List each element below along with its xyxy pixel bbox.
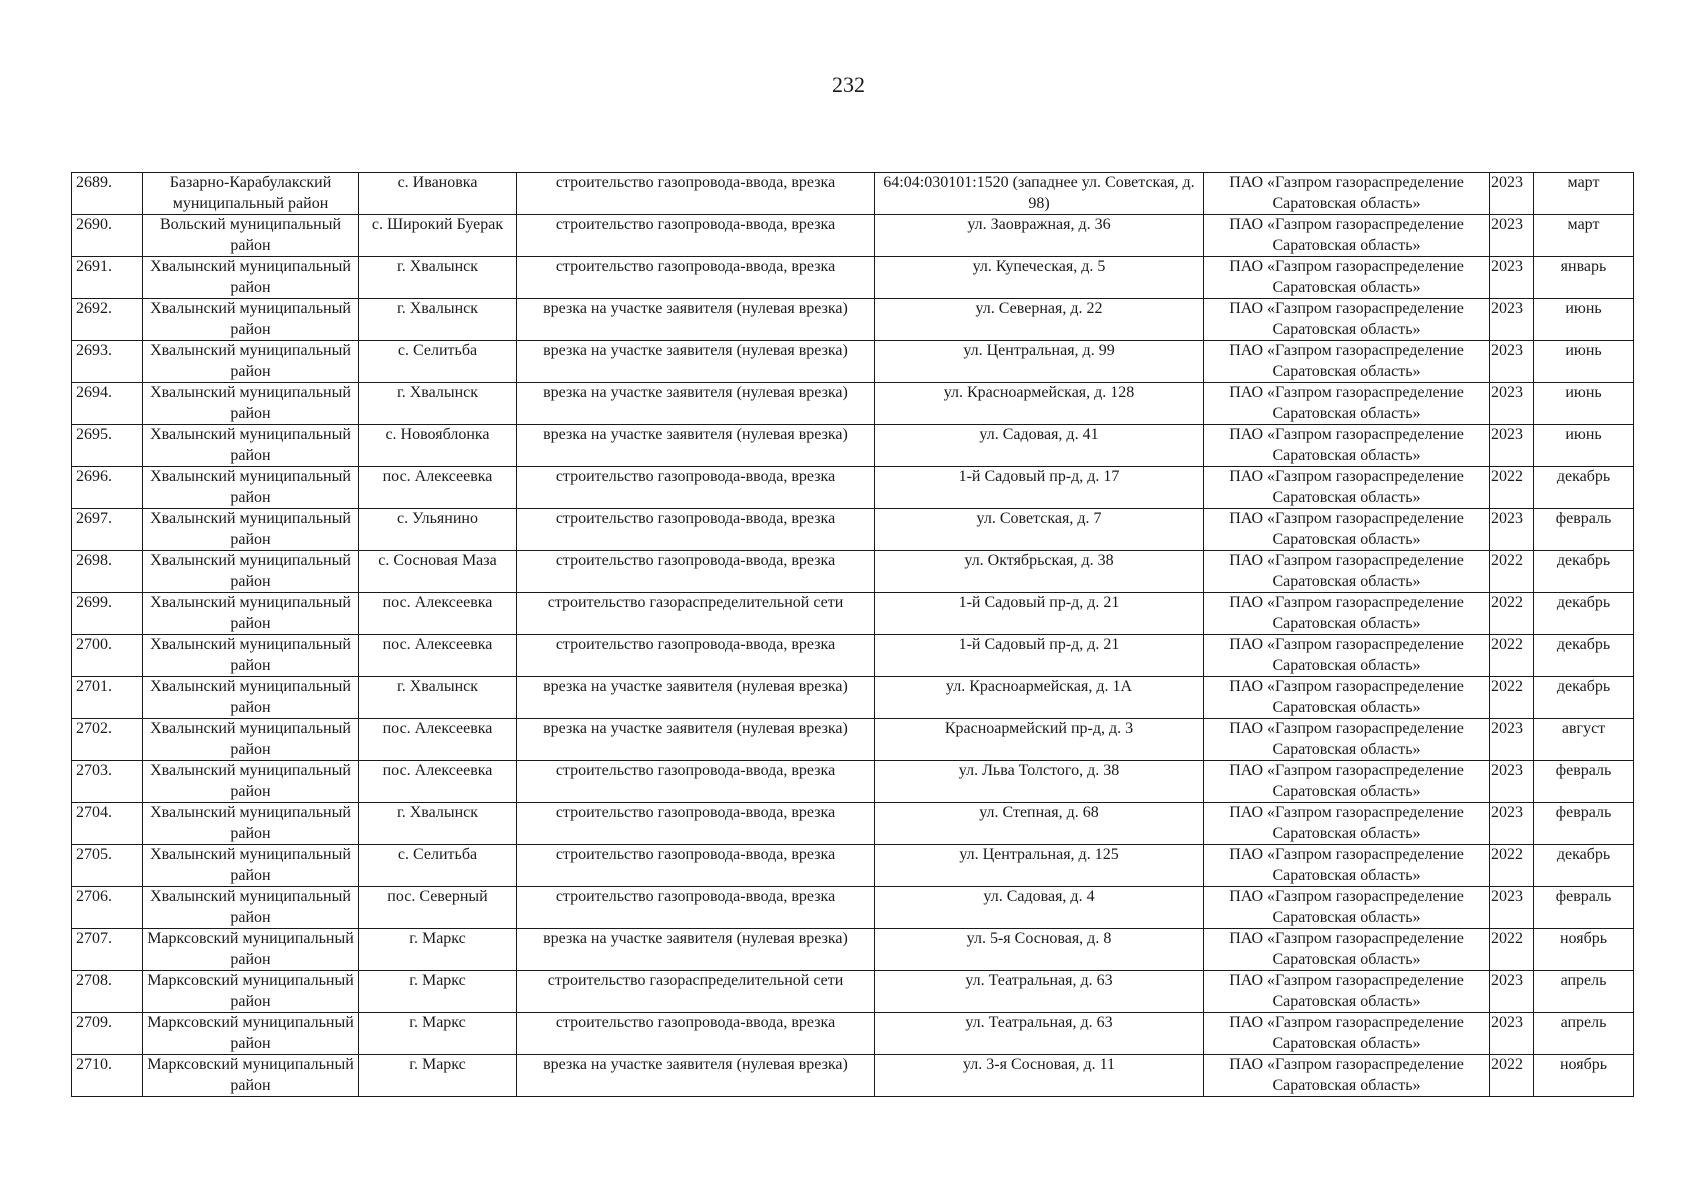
- table-row: [72, 593, 1634, 635]
- organization-cell: ПАО «Газпром газораспределение Саратовская область»: [1204, 1055, 1490, 1097]
- year-cell: 2023: [1490, 257, 1534, 299]
- row-number-cell: 2709.: [72, 1013, 143, 1055]
- table-row: [72, 803, 1634, 845]
- table-row: [72, 341, 1634, 383]
- table-row: [72, 635, 1634, 677]
- month-cell: февраль: [1534, 509, 1634, 551]
- work-type-cell: строительство газопровода-ввода, врезка: [517, 173, 875, 215]
- table-row: [72, 299, 1634, 341]
- district-cell: Хвалынский муниципальный район: [143, 425, 359, 467]
- table-row: [72, 761, 1634, 803]
- work-type-cell: врезка на участке заявителя (нулевая врезка): [517, 341, 875, 383]
- work-type-cell: строительство газораспределительной сети: [517, 593, 875, 635]
- locality-cell: г. Хвалынск: [359, 299, 517, 341]
- work-type-cell: строительство газопровода-ввода, врезка: [517, 845, 875, 887]
- locality-cell: пос. Алексеевка: [359, 761, 517, 803]
- district-cell: Хвалынский муниципальный район: [143, 761, 359, 803]
- district-cell: Марксовский муниципальный район: [143, 1013, 359, 1055]
- district-cell: Хвалынский муниципальный район: [143, 677, 359, 719]
- work-type-cell: строительство газопровода-ввода, врезка: [517, 1013, 875, 1055]
- organization-cell: ПАО «Газпром газораспределение Саратовская область»: [1204, 341, 1490, 383]
- locality-cell: г. Маркс: [359, 1055, 517, 1097]
- district-cell: Хвалынский муниципальный район: [143, 719, 359, 761]
- locality-cell: г. Хвалынск: [359, 677, 517, 719]
- district-cell: Хвалынский муниципальный район: [143, 341, 359, 383]
- row-number-cell: 2710.: [72, 1055, 143, 1097]
- table-row: [72, 677, 1634, 719]
- organization-cell: ПАО «Газпром газораспределение Саратовская область»: [1204, 173, 1490, 215]
- year-cell: 2023: [1490, 341, 1534, 383]
- year-cell: 2022: [1490, 551, 1534, 593]
- work-type-cell: врезка на участке заявителя (нулевая врезка): [517, 425, 875, 467]
- table-row: [72, 719, 1634, 761]
- work-type-cell: врезка на участке заявителя (нулевая врезка): [517, 719, 875, 761]
- locality-cell: с. Широкий Буерак: [359, 215, 517, 257]
- month-cell: ноябрь: [1534, 1055, 1634, 1097]
- work-type-cell: строительство газопровода-ввода, врезка: [517, 509, 875, 551]
- address-cell: ул. Садовая, д. 41: [875, 425, 1204, 467]
- address-cell: ул. Театральная, д. 63: [875, 971, 1204, 1013]
- organization-cell: ПАО «Газпром газораспределение Саратовская область»: [1204, 509, 1490, 551]
- month-cell: декабрь: [1534, 635, 1634, 677]
- locality-cell: пос. Алексеевка: [359, 467, 517, 509]
- gasification-table: [71, 172, 1634, 1097]
- organization-cell: ПАО «Газпром газораспределение Саратовская область»: [1204, 845, 1490, 887]
- work-type-cell: врезка на участке заявителя (нулевая врезка): [517, 299, 875, 341]
- month-cell: июнь: [1534, 299, 1634, 341]
- year-cell: 2022: [1490, 635, 1534, 677]
- month-cell: январь: [1534, 257, 1634, 299]
- work-type-cell: строительство газопровода-ввода, врезка: [517, 467, 875, 509]
- month-cell: март: [1534, 215, 1634, 257]
- address-cell: ул. Степная, д. 68: [875, 803, 1204, 845]
- row-number-cell: 2699.: [72, 593, 143, 635]
- locality-cell: пос. Алексеевка: [359, 593, 517, 635]
- row-number-cell: 2689.: [72, 173, 143, 215]
- month-cell: ноябрь: [1534, 929, 1634, 971]
- work-type-cell: строительство газопровода-ввода, врезка: [517, 215, 875, 257]
- address-cell: 1-й Садовый пр-д, д. 21: [875, 593, 1204, 635]
- address-cell: ул. Северная, д. 22: [875, 299, 1204, 341]
- year-cell: 2022: [1490, 467, 1534, 509]
- work-type-cell: строительство газопровода-ввода, врезка: [517, 551, 875, 593]
- organization-cell: ПАО «Газпром газораспределение Саратовская область»: [1204, 1013, 1490, 1055]
- work-type-cell: строительство газопровода-ввода, врезка: [517, 887, 875, 929]
- page-number: 232: [832, 72, 865, 97]
- year-cell: 2023: [1490, 803, 1534, 845]
- address-cell: ул. Красноармейская, д. 1А: [875, 677, 1204, 719]
- month-cell: апрель: [1534, 971, 1634, 1013]
- address-cell: ул. Центральная, д. 99: [875, 341, 1204, 383]
- locality-cell: г. Маркс: [359, 929, 517, 971]
- year-cell: 2023: [1490, 761, 1534, 803]
- row-number-cell: 2705.: [72, 845, 143, 887]
- year-cell: 2023: [1490, 383, 1534, 425]
- table-row: [72, 257, 1634, 299]
- year-cell: 2023: [1490, 1013, 1534, 1055]
- district-cell: Хвалынский муниципальный район: [143, 257, 359, 299]
- table-row: [72, 215, 1634, 257]
- work-type-cell: врезка на участке заявителя (нулевая врезка): [517, 929, 875, 971]
- locality-cell: с. Ивановка: [359, 173, 517, 215]
- address-cell: Красноармейский пр-д, д. 3: [875, 719, 1204, 761]
- table-row: [72, 509, 1634, 551]
- district-cell: Хвалынский муниципальный район: [143, 551, 359, 593]
- month-cell: февраль: [1534, 803, 1634, 845]
- locality-cell: пос. Алексеевка: [359, 635, 517, 677]
- locality-cell: г. Маркс: [359, 1013, 517, 1055]
- row-number-cell: 2701.: [72, 677, 143, 719]
- year-cell: 2023: [1490, 887, 1534, 929]
- organization-cell: ПАО «Газпром газораспределение Саратовская область»: [1204, 299, 1490, 341]
- locality-cell: пос. Алексеевка: [359, 719, 517, 761]
- organization-cell: ПАО «Газпром газораспределение Саратовская область»: [1204, 257, 1490, 299]
- address-cell: ул. Льва Толстого, д. 38: [875, 761, 1204, 803]
- table-row: [72, 173, 1634, 215]
- month-cell: декабрь: [1534, 677, 1634, 719]
- year-cell: 2023: [1490, 299, 1534, 341]
- table-row: [72, 1013, 1634, 1055]
- address-cell: 64:04:030101:1520 (западнее ул. Советская, д. 98): [875, 173, 1204, 215]
- table-row: [72, 425, 1634, 467]
- organization-cell: ПАО «Газпром газораспределение Саратовская область»: [1204, 719, 1490, 761]
- row-number-cell: 2691.: [72, 257, 143, 299]
- address-cell: 1-й Садовый пр-д, д. 17: [875, 467, 1204, 509]
- organization-cell: ПАО «Газпром газораспределение Саратовская область»: [1204, 215, 1490, 257]
- address-cell: ул. Заовражная, д. 36: [875, 215, 1204, 257]
- district-cell: Хвалынский муниципальный район: [143, 887, 359, 929]
- district-cell: Марксовский муниципальный район: [143, 971, 359, 1013]
- month-cell: апрель: [1534, 1013, 1634, 1055]
- district-cell: Хвалынский муниципальный район: [143, 467, 359, 509]
- month-cell: июнь: [1534, 383, 1634, 425]
- organization-cell: ПАО «Газпром газораспределение Саратовская область»: [1204, 425, 1490, 467]
- year-cell: 2022: [1490, 677, 1534, 719]
- month-cell: декабрь: [1534, 845, 1634, 887]
- table-row: [72, 1055, 1634, 1097]
- year-cell: 2023: [1490, 425, 1534, 467]
- table-row: [72, 929, 1634, 971]
- row-number-cell: 2692.: [72, 299, 143, 341]
- district-cell: Хвалынский муниципальный район: [143, 383, 359, 425]
- address-cell: ул. Советская, д. 7: [875, 509, 1204, 551]
- organization-cell: ПАО «Газпром газораспределение Саратовская область»: [1204, 593, 1490, 635]
- locality-cell: с. Селитьба: [359, 845, 517, 887]
- year-cell: 2022: [1490, 845, 1534, 887]
- row-number-cell: 2697.: [72, 509, 143, 551]
- locality-cell: г. Хвалынск: [359, 257, 517, 299]
- district-cell: Хвалынский муниципальный район: [143, 299, 359, 341]
- district-cell: Вольский муниципальный район: [143, 215, 359, 257]
- organization-cell: ПАО «Газпром газораспределение Саратовская область»: [1204, 761, 1490, 803]
- locality-cell: с. Новояблонка: [359, 425, 517, 467]
- month-cell: март: [1534, 173, 1634, 215]
- month-cell: декабрь: [1534, 551, 1634, 593]
- district-cell: Марксовский муниципальный район: [143, 929, 359, 971]
- organization-cell: ПАО «Газпром газораспределение Саратовская область»: [1204, 383, 1490, 425]
- row-number-cell: 2694.: [72, 383, 143, 425]
- work-type-cell: строительство газопровода-ввода, врезка: [517, 803, 875, 845]
- organization-cell: ПАО «Газпром газораспределение Саратовская область»: [1204, 971, 1490, 1013]
- organization-cell: ПАО «Газпром газораспределение Саратовская область»: [1204, 635, 1490, 677]
- work-type-cell: врезка на участке заявителя (нулевая врезка): [517, 677, 875, 719]
- row-number-cell: 2702.: [72, 719, 143, 761]
- row-number-cell: 2703.: [72, 761, 143, 803]
- table-row: [72, 971, 1634, 1013]
- year-cell: 2023: [1490, 971, 1534, 1013]
- row-number-cell: 2704.: [72, 803, 143, 845]
- address-cell: ул. Купеческая, д. 5: [875, 257, 1204, 299]
- address-cell: ул. 3-я Сосновая, д. 11: [875, 1055, 1204, 1097]
- year-cell: 2023: [1490, 173, 1534, 215]
- organization-cell: ПАО «Газпром газораспределение Саратовская область»: [1204, 887, 1490, 929]
- month-cell: февраль: [1534, 761, 1634, 803]
- address-cell: 1-й Садовый пр-д, д. 21: [875, 635, 1204, 677]
- month-cell: август: [1534, 719, 1634, 761]
- year-cell: 2023: [1490, 509, 1534, 551]
- locality-cell: г. Маркс: [359, 971, 517, 1013]
- organization-cell: ПАО «Газпром газораспределение Саратовская область»: [1204, 803, 1490, 845]
- row-number-cell: 2690.: [72, 215, 143, 257]
- table-row: [72, 551, 1634, 593]
- year-cell: 2023: [1490, 719, 1534, 761]
- district-cell: Хвалынский муниципальный район: [143, 509, 359, 551]
- address-cell: ул. Красноармейская, д. 128: [875, 383, 1204, 425]
- month-cell: декабрь: [1534, 593, 1634, 635]
- row-number-cell: 2698.: [72, 551, 143, 593]
- district-cell: Хвалынский муниципальный район: [143, 593, 359, 635]
- organization-cell: ПАО «Газпром газораспределение Саратовская область»: [1204, 929, 1490, 971]
- district-cell: Марксовский муниципальный район: [143, 1055, 359, 1097]
- locality-cell: с. Ульянино: [359, 509, 517, 551]
- district-cell: Хвалынский муниципальный район: [143, 845, 359, 887]
- table-body: [72, 173, 1634, 1097]
- row-number-cell: 2700.: [72, 635, 143, 677]
- table-row: [72, 887, 1634, 929]
- table-row: [72, 845, 1634, 887]
- district-cell: Хвалынский муниципальный район: [143, 635, 359, 677]
- row-number-cell: 2696.: [72, 467, 143, 509]
- organization-cell: ПАО «Газпром газораспределение Саратовская область»: [1204, 467, 1490, 509]
- work-type-cell: врезка на участке заявителя (нулевая врезка): [517, 1055, 875, 1097]
- month-cell: февраль: [1534, 887, 1634, 929]
- month-cell: декабрь: [1534, 467, 1634, 509]
- address-cell: ул. Садовая, д. 4: [875, 887, 1204, 929]
- month-cell: июнь: [1534, 341, 1634, 383]
- address-cell: ул. Октябрьская, д. 38: [875, 551, 1204, 593]
- organization-cell: ПАО «Газпром газораспределение Саратовская область»: [1204, 551, 1490, 593]
- locality-cell: пос. Северный: [359, 887, 517, 929]
- address-cell: ул. Театральная, д. 63: [875, 1013, 1204, 1055]
- year-cell: 2022: [1490, 1055, 1534, 1097]
- year-cell: 2022: [1490, 929, 1534, 971]
- row-number-cell: 2695.: [72, 425, 143, 467]
- row-number-cell: 2708.: [72, 971, 143, 1013]
- work-type-cell: врезка на участке заявителя (нулевая врезка): [517, 383, 875, 425]
- year-cell: 2023: [1490, 215, 1534, 257]
- organization-cell: ПАО «Газпром газораспределение Саратовская область»: [1204, 677, 1490, 719]
- table-row: [72, 383, 1634, 425]
- row-number-cell: 2693.: [72, 341, 143, 383]
- work-type-cell: строительство газораспределительной сети: [517, 971, 875, 1013]
- address-cell: ул. Центральная, д. 125: [875, 845, 1204, 887]
- address-cell: ул. 5-я Сосновая, д. 8: [875, 929, 1204, 971]
- month-cell: июнь: [1534, 425, 1634, 467]
- locality-cell: с. Сосновая Маза: [359, 551, 517, 593]
- year-cell: 2022: [1490, 593, 1534, 635]
- work-type-cell: строительство газопровода-ввода, врезка: [517, 635, 875, 677]
- row-number-cell: 2707.: [72, 929, 143, 971]
- row-number-cell: 2706.: [72, 887, 143, 929]
- work-type-cell: строительство газопровода-ввода, врезка: [517, 761, 875, 803]
- locality-cell: г. Хвалынск: [359, 383, 517, 425]
- locality-cell: с. Селитьба: [359, 341, 517, 383]
- district-cell: Базарно-Карабулакский муниципальный район: [143, 173, 359, 215]
- district-cell: Хвалынский муниципальный район: [143, 803, 359, 845]
- locality-cell: г. Хвалынск: [359, 803, 517, 845]
- table-row: [72, 467, 1634, 509]
- work-type-cell: строительство газопровода-ввода, врезка: [517, 257, 875, 299]
